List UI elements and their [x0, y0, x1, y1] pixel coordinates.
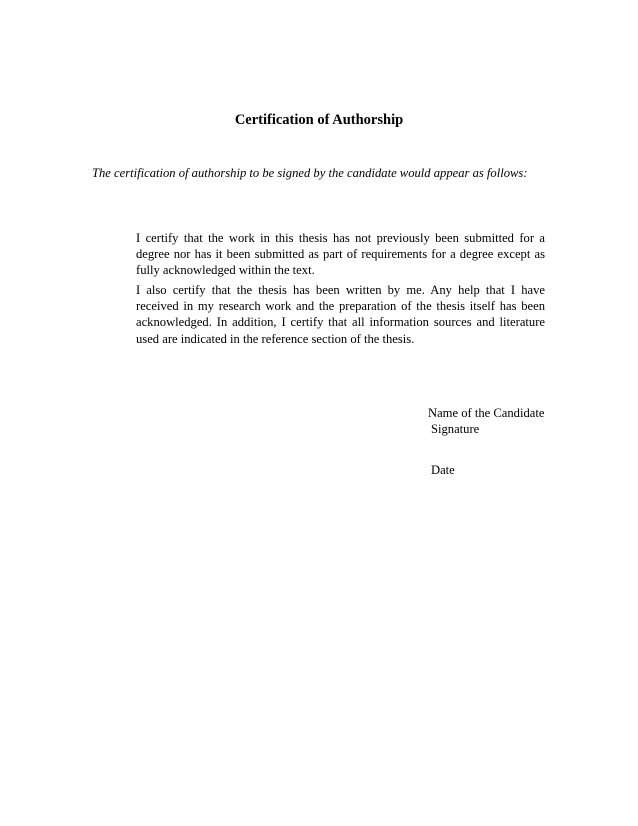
candidate-name-label: Name of the Candidate: [428, 406, 545, 420]
document-title: Certification of Authorship: [234, 112, 404, 128]
certification-paragraph-2: I also certify that the thesis has been written by me. Any help that I have received in my research work and the preparation of the thesis itself has been acknowledged. In addition, I certify that all information sources and literature used are indicated in the reference section of the thesis.: [136, 283, 545, 346]
certification-paragraph-1: I certify that the work in this thesis has not previously been submitted for a degree nor has it been submitted as part of requirements for a degree except as fully acknowledged within the text.: [136, 231, 545, 278]
signature-label: Signature: [431, 422, 480, 436]
intro-text: The certification of authorship to be signed by the candidate would appear as follows:: [92, 166, 528, 180]
date-label: Date: [431, 463, 455, 477]
